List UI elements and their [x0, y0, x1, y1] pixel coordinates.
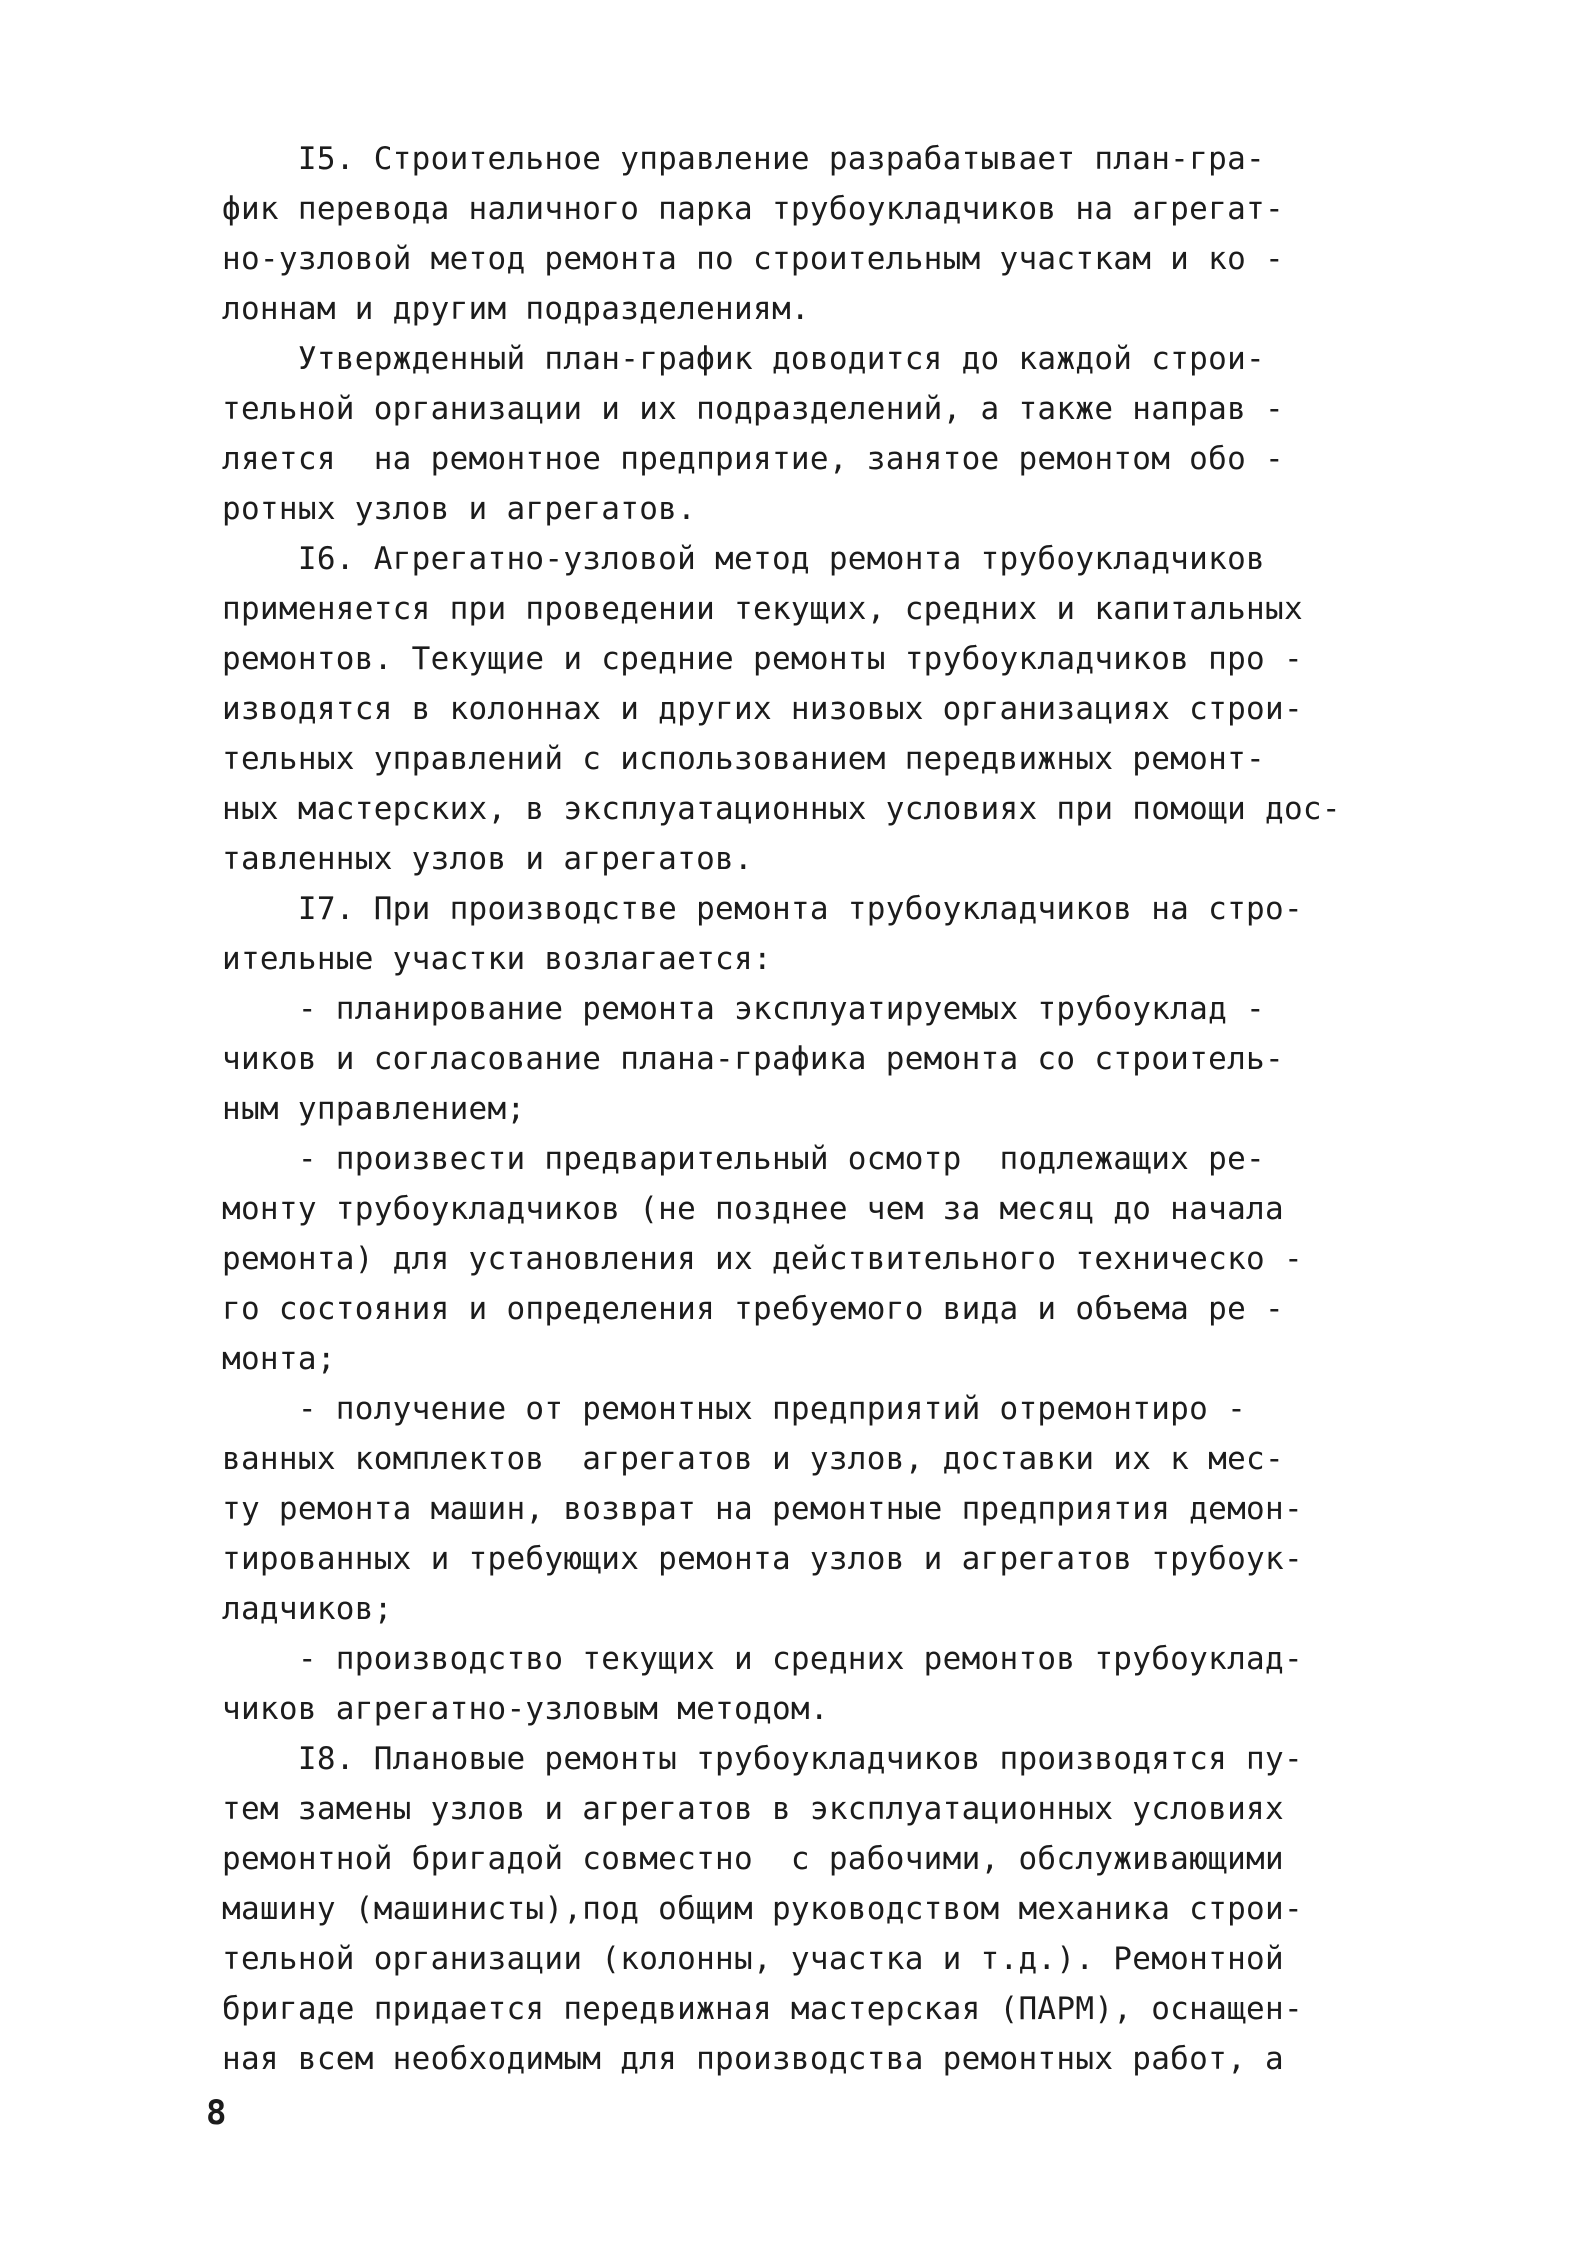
- text-line: применяется при проведении текущих, средних и капитальных: [222, 591, 1303, 627]
- text-line: ремонта) для установления их действительного техническо -: [222, 1241, 1303, 1277]
- text-line: I5. Строительное управление разрабатывает план-гра-: [222, 141, 1265, 177]
- text-line: но-узловой метод ремонта по строительным участкам и ко -: [222, 241, 1284, 277]
- text-line: монта;: [222, 1341, 336, 1377]
- text-line: тельных управлений с использованием передвижных ремонт-: [222, 741, 1265, 777]
- text-line: ительные участки возлагается:: [222, 941, 772, 977]
- text-line: тельной организации (колонны, участка и т.д.). Ремонтной: [222, 1941, 1284, 1977]
- text-line: - получение от ремонтных предприятий отремонтиро -: [222, 1391, 1247, 1427]
- text-line: ротных узлов и агрегатов.: [222, 491, 697, 527]
- text-line: ляется на ремонтное предприятие, занятое ремонтом обо -: [222, 441, 1284, 477]
- text-line: ных мастерских, в эксплуатационных условиях при помощи дос-: [222, 791, 1341, 827]
- text-line: тавленных узлов и агрегатов.: [222, 841, 753, 877]
- text-line: ладчиков;: [222, 1591, 393, 1627]
- text-line: ванных комплектов агрегатов и узлов, доставки их к мес-: [222, 1441, 1284, 1477]
- text-line: ремонтной бригадой совместно с рабочими, обслуживающими: [222, 1841, 1284, 1877]
- text-line: фик перевода наличного парка трубоукладчиков на агрегат-: [222, 191, 1284, 227]
- text-line: чиков агрегатно-узловым методом.: [222, 1691, 829, 1727]
- text-line: ту ремонта машин, возврат на ремонтные предприятия демон-: [222, 1491, 1303, 1527]
- text-line: ремонтов. Текущие и средние ремонты трубоукладчиков про -: [222, 641, 1303, 677]
- text-line: машину (машинисты),под общим руководством механика строи-: [222, 1891, 1303, 1927]
- text-line: тированных и требующих ремонта узлов и агрегатов трубоук-: [222, 1541, 1303, 1577]
- text-line: изводятся в колоннах и других низовых организациях строи-: [222, 691, 1303, 727]
- text-line: ным управлением;: [222, 1091, 526, 1127]
- text-line: I6. Агрегатно-узловой метод ремонта трубоукладчиков: [222, 541, 1265, 577]
- text-line: ная всем необходимым для производства ремонтных работ, а: [222, 2041, 1284, 2077]
- text-line: - планирование ремонта эксплуатируемых трубоуклад -: [222, 991, 1265, 1027]
- page-number: 8: [206, 2093, 227, 2133]
- text-line: монту трубоукладчиков (не позднее чем за месяц до начала: [222, 1191, 1284, 1227]
- text-line: чиков и согласование плана-графика ремонта со строитель-: [222, 1041, 1284, 1077]
- text-line: тельной организации и их подразделений, а также направ -: [222, 391, 1284, 427]
- text-line: - произвести предварительный осмотр подлежащих ре-: [222, 1141, 1265, 1177]
- text-line: бригаде придается передвижная мастерская (ПАРМ), оснащен-: [222, 1991, 1303, 2027]
- text-line: тем замены узлов и агрегатов в эксплуатационных условиях: [222, 1791, 1284, 1827]
- text-line: I8. Плановые ремонты трубоукладчиков производятся пу-: [222, 1741, 1303, 1777]
- text-line: I7. При производстве ремонта трубоукладчиков на стро-: [222, 891, 1303, 927]
- text-line: лоннам и другим подразделениям.: [222, 291, 810, 327]
- text-line: - производство текущих и средних ремонтов трубоуклад-: [222, 1641, 1303, 1677]
- text-line: Утвержденный план-график доводится до каждой строи-: [222, 341, 1265, 377]
- text-line: го состояния и определения требуемого вида и объема ре -: [222, 1291, 1284, 1327]
